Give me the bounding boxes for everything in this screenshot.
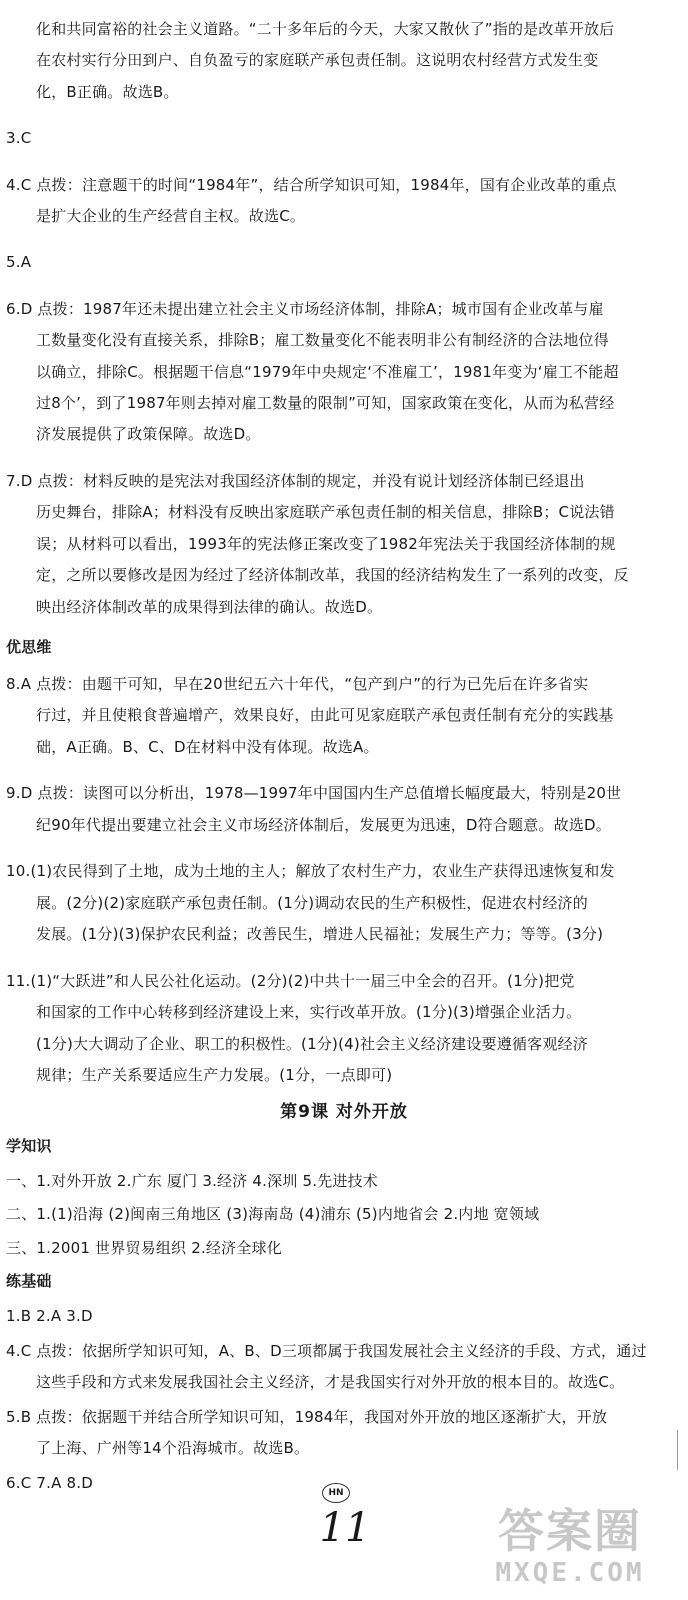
text-line: 5.B 点拨：依据题干并结合所学知识可知，1984年，我国对外开放的地区逐渐扩大，开放 (6, 1408, 608, 1426)
page-number: 11 (319, 1505, 371, 1551)
text-line: 7.D 点拨：材料反映的是宪法对我国经济体制的规定，并没有说计划经济体制已经退出 (6, 472, 585, 490)
site-watermark (460, 1505, 680, 1597)
section-heading: 优思维 (6, 638, 52, 656)
text-line: 展。(2分)(2)家庭联产承包责任制。(1分)调动农民的生产积极性，促进农村经济的 (36, 894, 588, 912)
watermark-chinese-text: 答案圈 (498, 1504, 642, 1558)
text-line: 5.A (6, 253, 32, 271)
watermark-url-text: MXQE.COM (495, 1558, 645, 1588)
text-line: 4.C 点拨：依据所学知识可知，A、B、D三项都属于我国发展社会主义经济的手段、方式，通过 (6, 1342, 647, 1360)
margin-rule (677, 1430, 678, 1470)
text-line: 工数量变化没有直接关系，排除B；雇工数量变化不能表明非公有制经济的合法地位得 (36, 331, 609, 349)
text-line: (1分)大大调动了企业、职工的积极性。(1分)(4)社会主义经济建设要遵循客观经济 (36, 1035, 588, 1053)
text-line: 9.D 点拨：读图可以分析出，1978—1997年中国国内生产总值增长幅度最大，特别是20世 (6, 784, 622, 802)
text-line: 4.C 点拨：注意题干的时间“1984年”，结合所学知识可知，1984年，国有企业改革的重点 (6, 176, 617, 194)
text-line: 误；从材料可以看出，1993年的宪法修正案改变了1982年宪法关于我国经济体制的规 (36, 535, 616, 553)
text-line: 定，之所以要修改是因为经过了经济体制改革，我国的经济结构发生了一系列的改变，反 (36, 566, 629, 584)
text-line: 历史舞台，排除A；材料没有反映出家庭联产承包责任制的相关信息，排除B；C说法错 (36, 503, 615, 521)
text-line: 3.C (6, 129, 32, 147)
text-line: 二、1.(1)沿海 (2)闽南三角地区 (3)海南岛 (4)浦东 (5)内地省会 2.内地 宽领域 (6, 1205, 540, 1223)
text-line: 和国家的工作中心转移到经济建设上来，实行改革开放。(1分)(3)增强企业活力。 (36, 1003, 582, 1021)
text-line: 11.(1)“大跃进”和人民公社化运动。(2分)(2)中共十一届三中全会的召开。(1分)把党 (6, 972, 575, 990)
text-line: 以确立，排除C。根据题干信息“1979年中央规定‘不准雇工’，1981年变为‘雇工不能超 (36, 363, 619, 381)
text-line: 在农村实行分田到户、自负盈亏的家庭联产承包责任制。这说明农村经营方式发生变 (36, 51, 599, 69)
text-line: 是扩大企业的生产经营自主权。故选C。 (36, 207, 306, 225)
section-heading: 学知识 (6, 1137, 52, 1155)
text-line: 化，B正确。故选B。 (36, 83, 179, 101)
text-line: 规律；生产关系要适应生产力发展。(1分，一点即可) (36, 1066, 393, 1084)
text-line: 10.(1)农民得到了土地，成为土地的主人；解放了农村生产力，农业生产获得迅速恢复和发 (6, 862, 615, 880)
text-line: 6.D 点拨：1987年还未提出建立社会主义市场经济体制，排除A；城市国有企业改革与雇 (6, 300, 604, 318)
text-line: 6.C 7.A 8.D (6, 1474, 93, 1492)
text-line: 发展。(1分)(3)保护农民利益；改善民生，增进人民福祉；发展生产力；等等。(3分) (36, 925, 604, 943)
text-line: 行过，并且使粮食普遍增产，效果良好，由此可见家庭联产承包责任制有充分的实践基 (36, 706, 614, 724)
text-line: 过8个’，到了1987年则去掉对雇工数量的限制”可知，国家政策在变化，从而为私营经 (36, 394, 615, 412)
text-line: 纪90年代提出要建立社会主义市场经济体制后，发展更为迅速，D符合题意。故选D。 (36, 816, 611, 834)
text-line: 济发展提供了政策保障。故选D。 (36, 425, 261, 443)
lesson-title: 第9课 对外开放 (280, 1102, 408, 1122)
text-line: 一、1.对外开放 2.广东 厦门 3.经济 4.深圳 5.先进技术 (6, 1172, 378, 1190)
text-line: 映出经济体制改革的成果得到法律的确认。故选D。 (36, 598, 383, 616)
text-line: 三、1.2001 世界贸易组织 2.经济全球化 (6, 1239, 282, 1257)
text-line: 这些手段和方式来发展我国社会主义经济，才是我国实行对外开放的根本目的。故选C。 (36, 1373, 625, 1391)
text-line: 8.A 点拨：由题干可知，早在20世纪五六十年代，“包产到户”的行为已先后在许多省实 (6, 675, 589, 693)
text-line: 1.B 2.A 3.D (6, 1307, 93, 1325)
text-line: 础，A正确。B、C、D在材料中没有体现。故选A。 (36, 738, 379, 756)
text-line: 了上海、广州等14个沿海城市。故选B。 (36, 1439, 310, 1457)
section-heading: 练基础 (6, 1272, 52, 1290)
publisher-badge: HN (322, 1483, 350, 1503)
text-line: 化和共同富裕的社会主义道路。“二十多年后的今天，大家又散伙了”指的是改革开放后 (36, 20, 615, 38)
